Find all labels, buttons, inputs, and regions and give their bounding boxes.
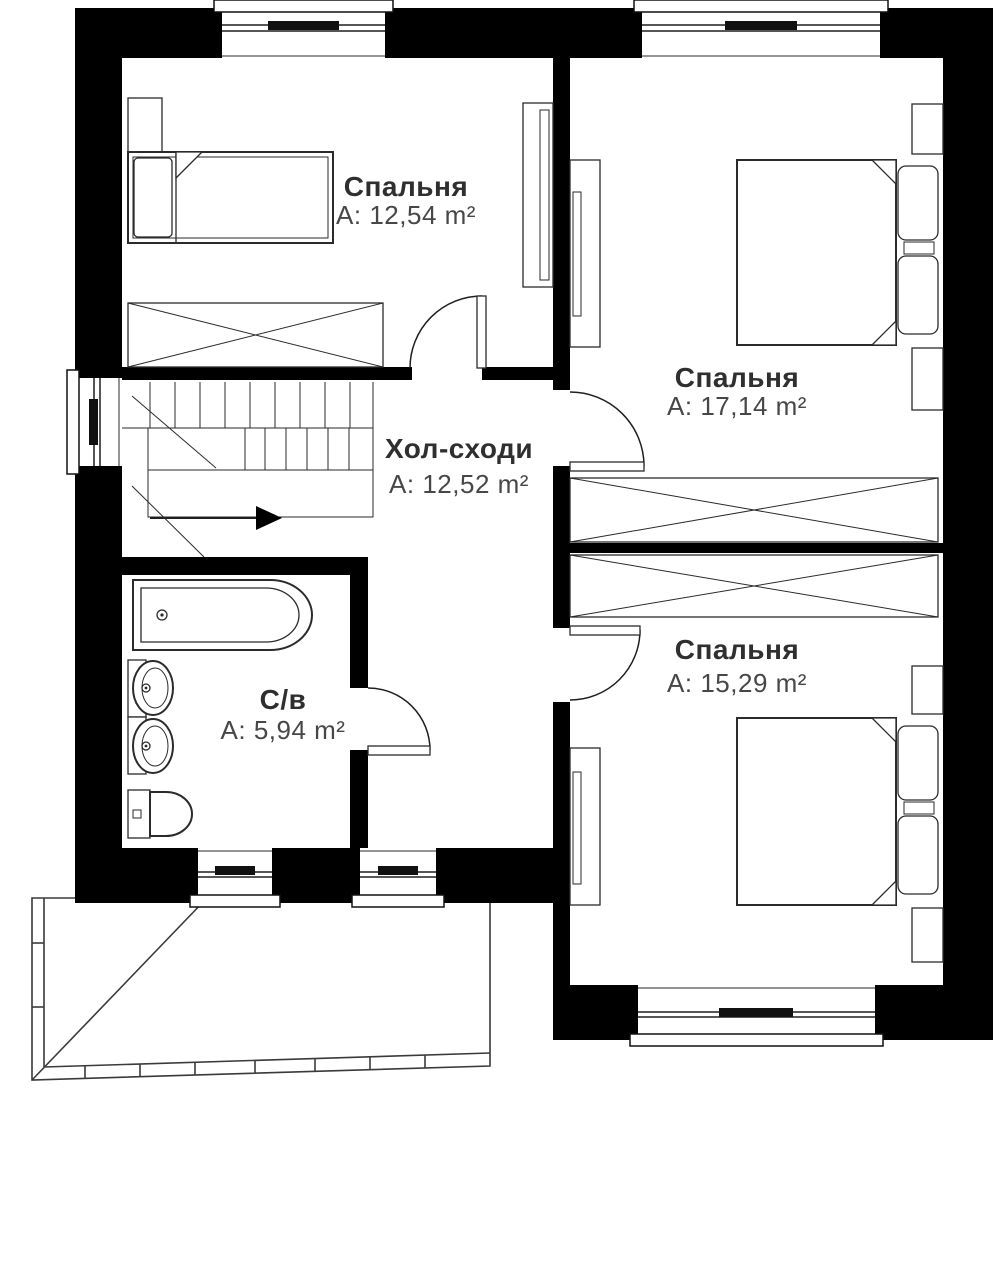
sink [128,660,173,717]
room-area-bedroom-right: A: 17,14 m² [667,391,807,421]
wardrobe [570,478,938,542]
window-left-stairs [67,370,122,474]
nightstand [912,666,943,714]
window-top-right [634,0,888,58]
wardrobe [570,555,938,617]
room-label-bedroom-right: Спальня [674,362,800,393]
door-bathroom [368,688,430,755]
roof-outline [32,898,490,1080]
pillow [898,726,938,800]
nightstand [912,104,943,154]
door-bedroom-bottom-right [570,626,640,700]
wall-shelf [523,103,553,287]
stairs [122,382,373,557]
bedroom-top-left-furniture [128,98,553,367]
room-label-bedroom-bottom-right: Спальня [674,634,800,665]
nightstand [912,908,943,962]
tv-stand [570,748,600,905]
sink [128,717,173,774]
pillow [898,256,938,334]
bedroom-bottom-right-furniture [570,555,943,962]
room-area-bedroom-bottom-right: A: 15,29 m² [667,668,807,698]
nightstand [912,348,943,410]
tv-stand [570,160,600,347]
pillow [134,158,172,237]
stairs-arrow-icon [256,506,282,530]
single-bed [128,152,333,243]
room-label-bathroom: С/в [259,684,307,715]
pillow [898,166,938,240]
double-bed [737,718,938,905]
room-label-hall-stairs: Хол-сходи [384,433,534,464]
room-area-hall-stairs: A: 12,52 m² [389,469,529,499]
room-label-bedroom-top-left: Спальня [343,171,469,202]
roof-hip-line [32,900,205,1080]
double-bed [737,160,938,345]
nightstand [128,98,162,152]
window-bottom-right [630,985,883,1046]
pillow [898,816,938,894]
window-bottom-left-2 [352,848,444,907]
window-bottom-left-1 [190,848,280,907]
room-area-bathroom: A: 5,94 m² [220,715,346,745]
bedroom-right-furniture [570,104,943,542]
bathtub [133,580,312,650]
window-top-left [214,0,393,58]
room-labels [221,171,807,745]
door-bedroom-right [570,392,644,471]
room-area-bedroom-top-left: A: 12,54 m² [336,200,476,230]
toilet [128,790,192,838]
door-bedroom-top-left [410,296,486,368]
wardrobe [128,303,383,367]
